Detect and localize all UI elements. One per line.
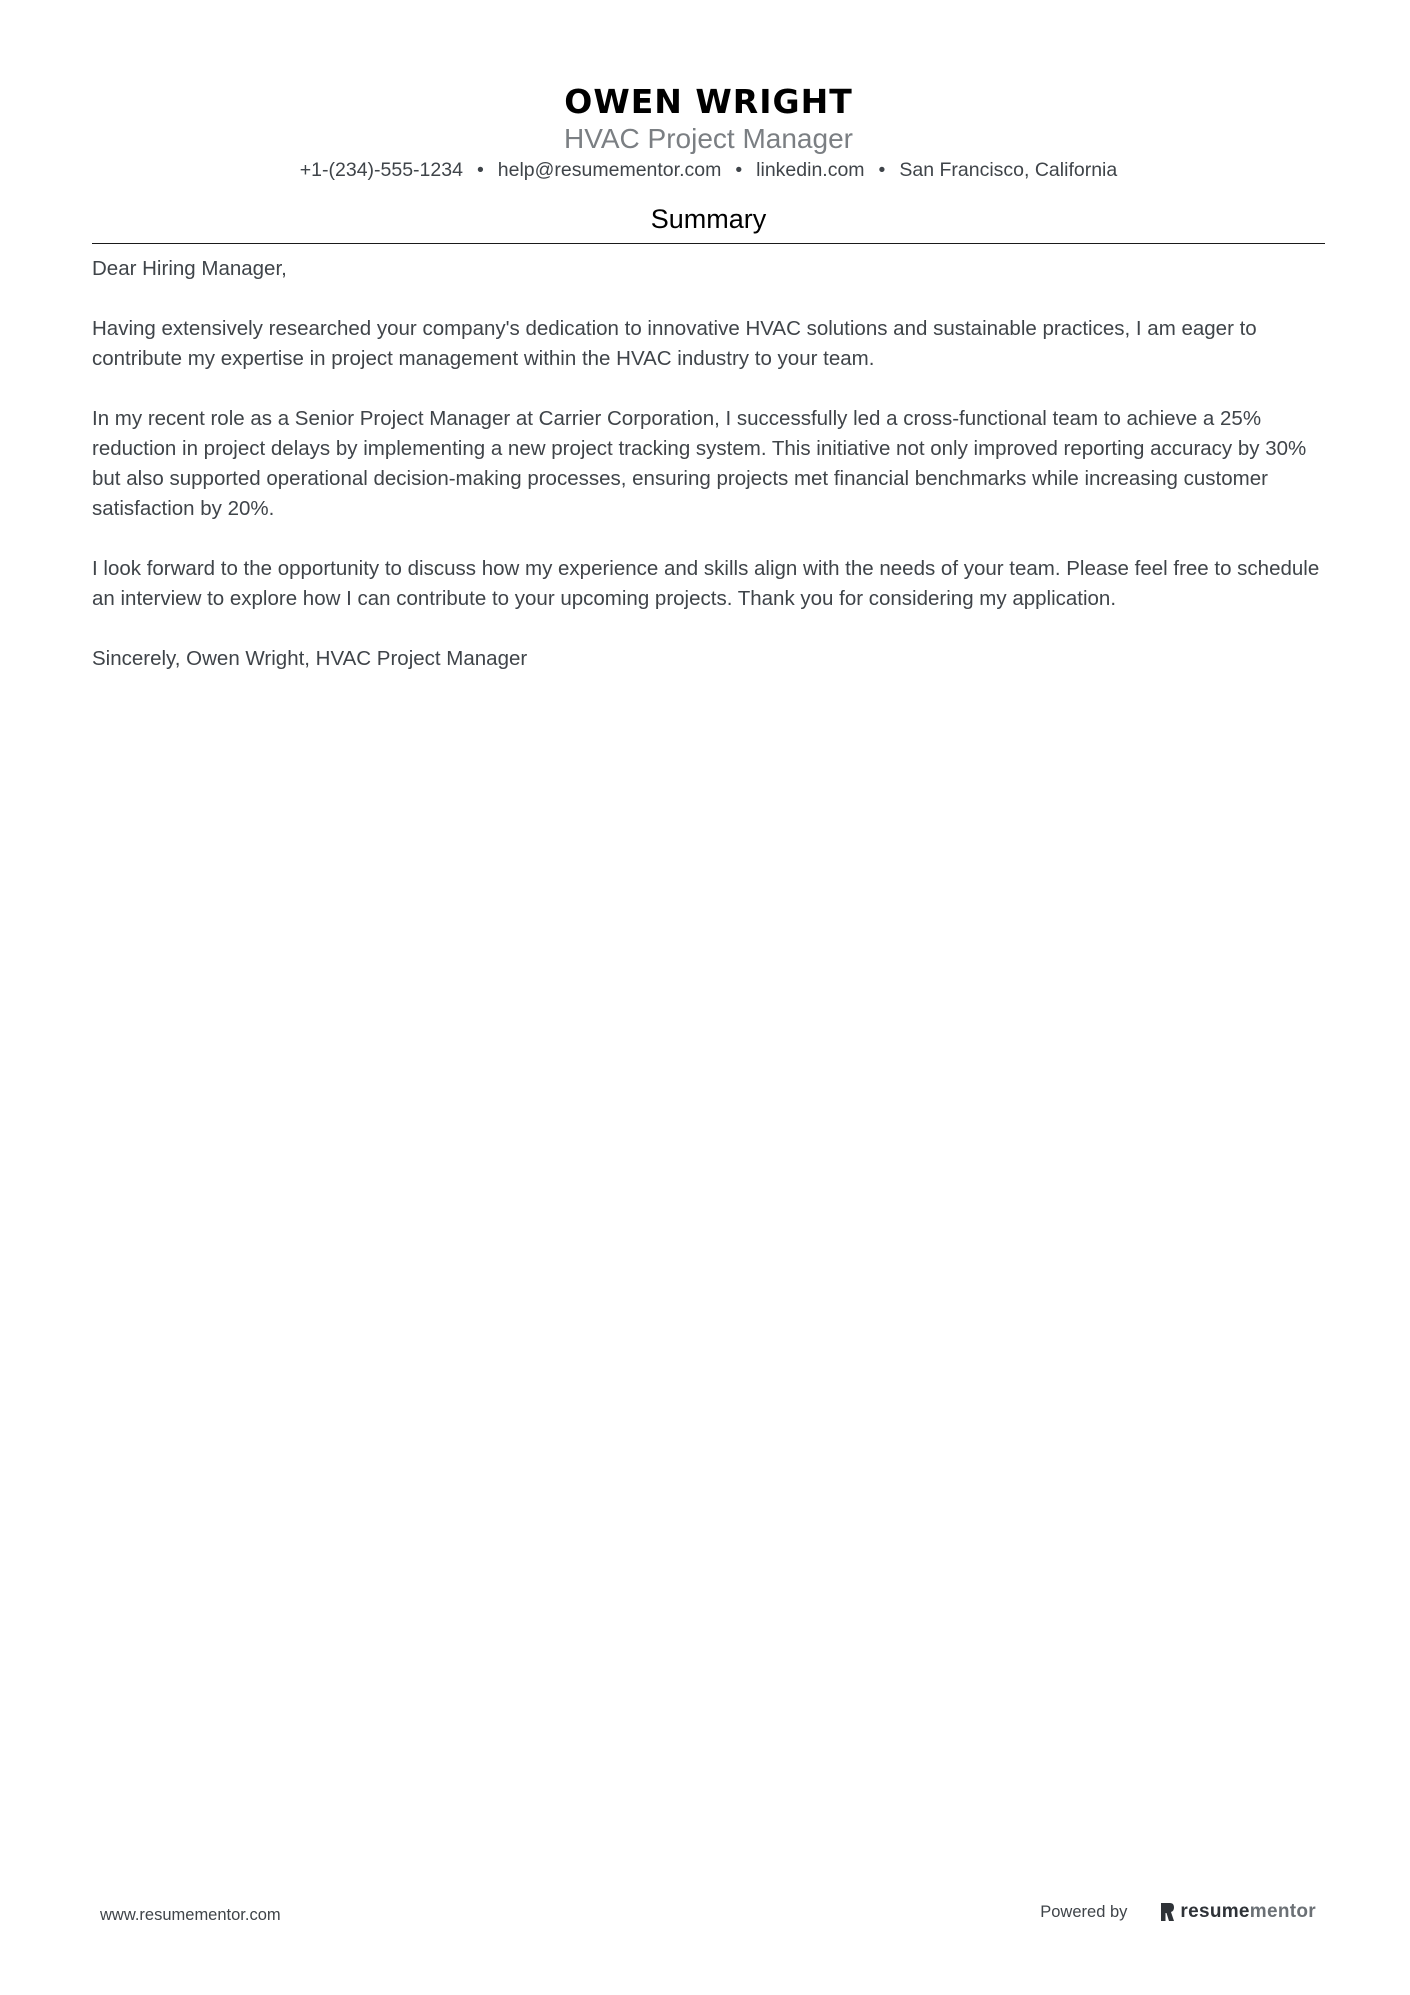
contact-linkedin[interactable]: linkedin.com (756, 159, 865, 181)
job-title: HVAC Project Manager (564, 123, 853, 154)
resumementor-logo[interactable] (1159, 1901, 1316, 1923)
contact-location: San Francisco, California (899, 159, 1118, 181)
contact-email[interactable]: help@resumementor.com (497, 159, 722, 181)
brand-wordmark-light: mentor (1249, 1901, 1316, 1922)
contact-line (92, 156, 1325, 184)
letter-paragraph: In my recent role as a Senior Project Manager at Carrier Corporation, I successfully led a cross-functional team to achieve a 25% reduction in project delays by implementing a new project tracking system. This initiative not only improved reporting accuracy by 30% but also supported operational decision-making processes, ensuring projects met financial benchmarks while increasing customer satisfaction by 20%. (92, 407, 1307, 520)
resume-page (92, 0, 1325, 704)
footer-website[interactable]: www.resumementor.com (100, 1906, 281, 1924)
letter-paragraph: I look forward to the opportunity to discuss how my experience and skills align with the needs of your team. Please feel free to schedule an interview to explore how I can contribute to your upcoming projects. Thank you for considering my application. (92, 557, 1320, 610)
contact-phone: +1-(234)-555-1234 (299, 159, 463, 181)
resumementor-logo-icon (1159, 1901, 1176, 1923)
contact-separator: • (735, 159, 743, 181)
brand-wordmark-bold: resume (1180, 1901, 1250, 1922)
footer-branding (1040, 1901, 1316, 1923)
section-title-summary: Summary (92, 202, 1325, 244)
cover-letter-body (92, 254, 1325, 674)
letter-closing: Sincerely, Owen Wright, HVAC Project Manager (92, 647, 528, 670)
letter-greeting: Dear Hiring Manager, (92, 257, 287, 280)
letter-paragraph: Having extensively researched your company's dedication to innovative HVAC solutions and sustainable practices, I am eager to contribute my expertise in project management within the HVAC industry to your team. (92, 317, 1257, 370)
contact-separator: • (878, 159, 886, 181)
brand-wordmark (1180, 1901, 1316, 1923)
powered-by-label: Powered by (1040, 1902, 1128, 1921)
candidate-name: OWEN WRIGHT (564, 82, 853, 121)
contact-separator: • (476, 159, 484, 181)
header (92, 0, 1325, 184)
